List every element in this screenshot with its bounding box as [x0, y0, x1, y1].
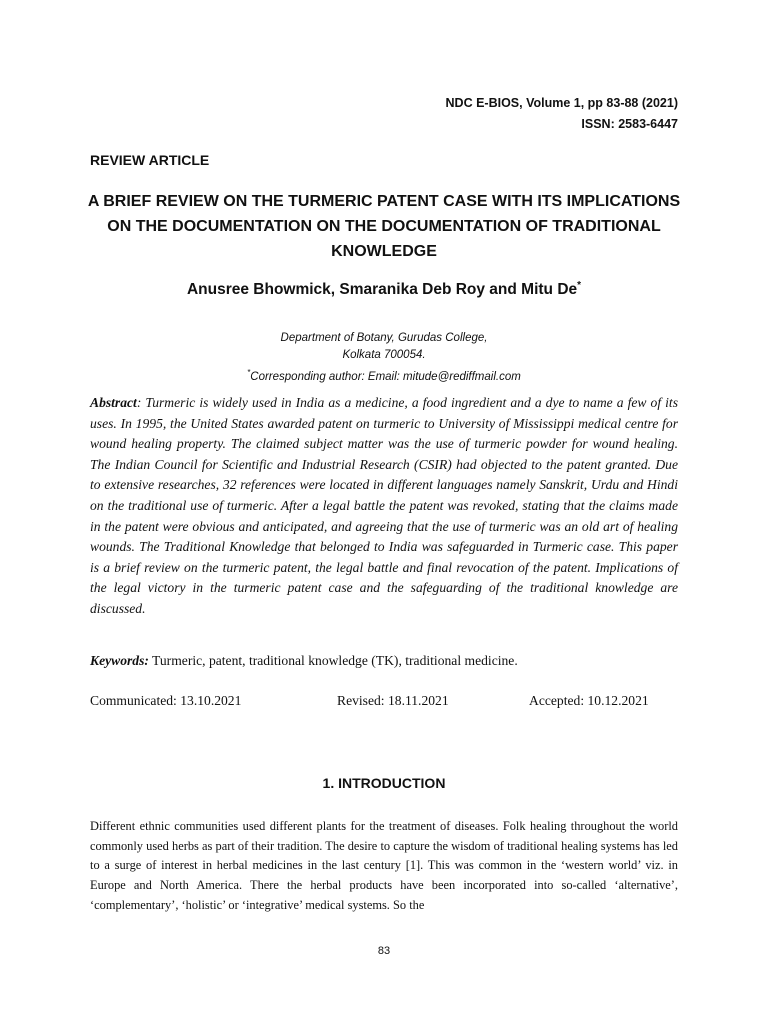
date-communicated: Communicated: 13.10.2021 [90, 693, 242, 708]
date-accepted: Accepted: 10.12.2021 [529, 693, 649, 708]
authors [80, 280, 688, 299]
introduction-paragraph: Different ethnic communities used different plants for the treatment of diseases. Folk healing throughout the world commonly used herbs as part of their tradition. The desire to capture the wisdom of traditional healing systems has led to a surge of interest in herbal medicines in the last century [1]. This was common in the ‘western world’ viz. in Europe and North America. There the herbal products have been incorporated into so-called ‘alternative’, ‘complementary’, ‘holistic’ or ‘integrative’ medical systems. So the [90, 819, 678, 912]
journal-header [446, 93, 678, 135]
keywords-text: Turmeric, patent, traditional knowledge (TK), traditional medicine. [148, 653, 518, 668]
page-number: 83 [377, 945, 391, 957]
corresponding-email: Corresponding author: Email: mitude@rediffmail.com [250, 370, 521, 383]
keywords-label: Keywords: [90, 653, 149, 668]
abstract-text: : Turmeric is widely used in India as a medicine, a food ingredient and a dye to name a few of its uses. In 1995, the United States awarded patent on turmeric to University of Mississippi medical centre for wound healing property. The claimed subject matter was the use of turmeric powder for wound healing. The Indian Council for Scientific and Industrial Research (CSIR) had objected to the patent granted. Due to extensive researches, 32 references were located in different languages namely Sanskrit, Urdu and Hindi on the traditional use of turmeric. After a legal battle the patent was revoked, stating that the claims made in the patent were obvious and anticipated, and agreeing that the use of turmeric was an old art of healing wounds. The Traditional Knowledge that belonged to India was safeguarded in Turmeric case. This paper is a brief review on the turmeric patent, the legal battle and final revocation of the patent. Implications of the legal victory in the turmeric patent case and the safeguarding of the traditional knowledge are discussed. [90, 395, 678, 616]
article-type: REVIEW ARTICLE [90, 152, 210, 168]
keywords [90, 653, 678, 669]
affiliation-department: Department of Botany, Gurudas College, [280, 332, 488, 344]
author-names: Anusree Bhowmick, Smaranika Deb Roy and Mitu De [186, 281, 578, 299]
corresponding-author [80, 364, 688, 386]
affiliation [80, 330, 688, 386]
abstract-label: Abstract [90, 395, 137, 410]
section-heading-introduction: 1. INTRODUCTION [322, 775, 446, 791]
journal-citation: NDC E-BIOS, Volume 1, pp 83-88 (2021) [445, 96, 678, 110]
abstract [90, 393, 678, 620]
journal-issn: ISSN: 2583-6447 [581, 117, 678, 131]
corresponding-mark: * [247, 368, 251, 377]
paper-title: A BRIEF REVIEW ON THE TURMERIC PATENT CASE WITH ITS IMPLICATIONS ON THE DOCUMENTATION ON THE DOCUMENTATION OF TRADITIONAL KNOWLEDGE [87, 193, 681, 260]
corresponding-author-mark: * [577, 280, 582, 291]
date-revised: Revised: 18.11.2021 [337, 693, 449, 708]
affiliation-city: Kolkata 700054. [342, 349, 426, 361]
